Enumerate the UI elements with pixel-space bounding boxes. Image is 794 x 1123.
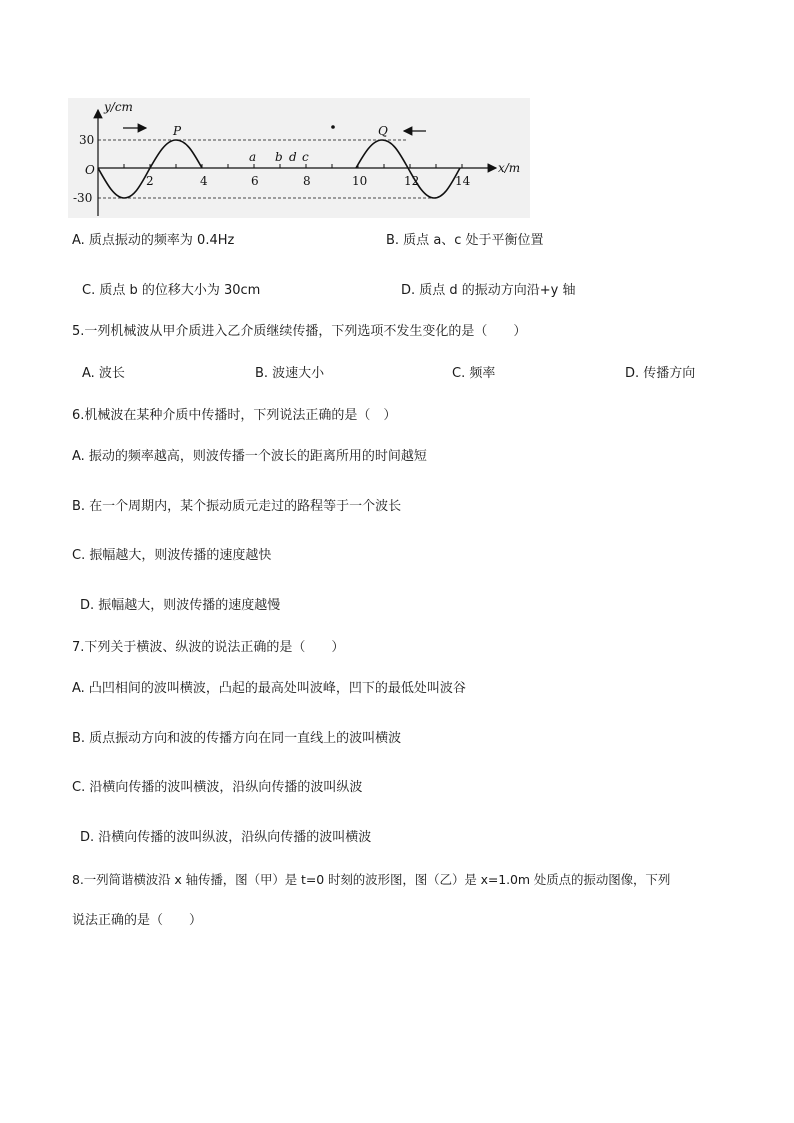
x-axis-label: x/m	[498, 161, 521, 175]
wave-figure	[68, 98, 530, 218]
q5-option-a: A. 波长	[82, 366, 125, 381]
wave-diagram	[68, 98, 530, 218]
q6-option-a: A. 振动的频率越高，则波传播一个波长的距离所用的时间越短	[72, 449, 427, 464]
q4-option-b: B. 质点 a、c 处于平衡位置	[386, 233, 544, 248]
q4-option-c: C. 质点 b 的位移大小为 30cm	[82, 283, 261, 298]
origin-label: O	[85, 163, 95, 177]
point-p-label: P	[173, 124, 182, 138]
q7-option-c: C. 沿横向传播的波叫横波，沿纵向传播的波叫纵波	[72, 780, 363, 795]
q5-option-c: C. 频率	[452, 366, 496, 381]
point-b-label: b	[275, 150, 283, 164]
right-wave-curve	[356, 140, 460, 198]
x-tick-12: 12	[404, 174, 420, 188]
y-axis-label: y/cm	[104, 100, 133, 114]
left-wave-curve	[98, 140, 202, 198]
q8-stem-line1: 8.一列简谐横波沿 x 轴传播，图（甲）是 t=0 时刻的波形图，图（乙）是 x=1.0m 处质点的振动图像，下列	[72, 872, 671, 887]
q5-stem: 5.一列机械波从甲介质进入乙介质继续传播，下列选项不发生变化的是（ ）	[72, 324, 527, 339]
point-q-label: Q	[378, 124, 388, 138]
q7-option-b: B. 质点振动方向和波的传播方向在同一直线上的波叫横波	[72, 731, 402, 746]
x-tick-2: 2	[146, 174, 154, 188]
q5-option-d: D. 传播方向	[625, 366, 696, 381]
point-d-label: d	[289, 150, 297, 164]
x-tick-10: 10	[352, 174, 368, 188]
q8-stem-line2: 说法正确的是（ ）	[72, 913, 203, 928]
x-tick-6: 6	[251, 174, 259, 188]
q7-option-a: A. 凸凹相间的波叫横波，凸起的最高处叫波峰，凹下的最低处叫波谷	[72, 681, 466, 696]
q4-option-a: A. 质点振动的频率为 0.4Hz	[72, 233, 235, 248]
q4-option-d: D. 质点 d 的振动方向沿+y 轴	[401, 283, 576, 298]
point-a-label: a	[249, 150, 257, 164]
x-tick-14: 14	[455, 174, 471, 188]
q6-option-d: D. 振幅越大，则波传播的速度越慢	[80, 598, 281, 613]
q5-option-b: B. 波速大小	[255, 366, 325, 381]
y-tick-neg30: -30	[73, 191, 93, 205]
y-tick-30: 30	[79, 133, 95, 147]
x-tick-4: 4	[200, 174, 208, 188]
point-c-label: c	[302, 150, 309, 164]
q6-option-b: B. 在一个周期内，某个振动质元走过的路程等于一个波长	[72, 499, 402, 514]
q7-option-d: D. 沿横向传播的波叫纵波，沿纵向传播的波叫横波	[80, 830, 372, 845]
q6-stem: 6.机械波在某种介质中传播时，下列说法正确的是（ ）	[72, 408, 397, 423]
q7-stem: 7.下列关于横波、纵波的说法正确的是（ ）	[72, 640, 345, 655]
q6-option-c: C. 振幅越大，则波传播的速度越快	[72, 548, 272, 563]
x-tick-8: 8	[303, 174, 311, 188]
speck-dot	[331, 125, 335, 129]
